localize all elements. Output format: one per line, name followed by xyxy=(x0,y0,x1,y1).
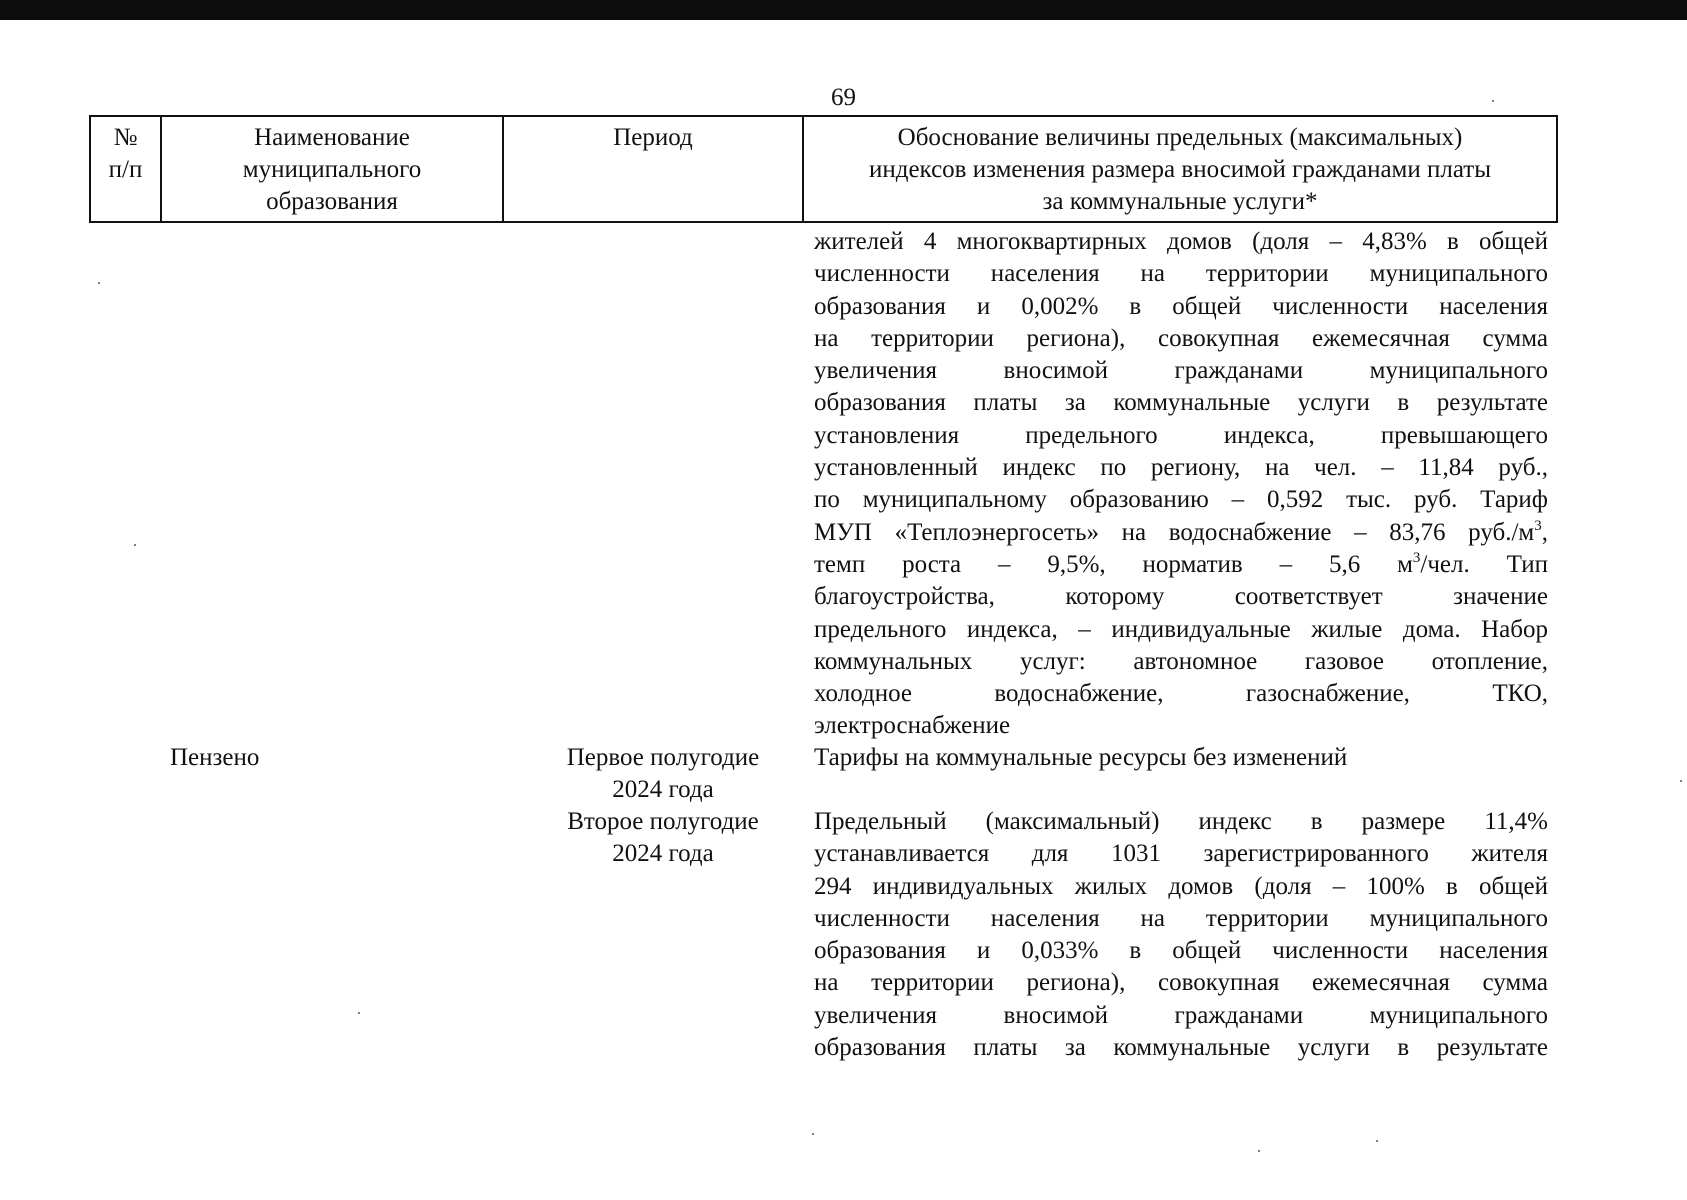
header-period-column xyxy=(504,117,804,221)
scan-speck xyxy=(98,282,100,284)
text-segment: , xyxy=(1541,518,1548,546)
table-header xyxy=(89,115,1558,223)
text-segment: МУП «Теплоэнергосеть» на водоснабжение – 83,76 руб./м xyxy=(814,518,1535,546)
header-justification-column xyxy=(804,117,1556,221)
header-line: образования xyxy=(266,188,398,215)
text-line: на территории региона), совокупная ежемесячная сумма xyxy=(814,324,1548,352)
text-line: образования платы за коммунальные услуги в результате xyxy=(814,1034,1548,1062)
header-line: Обоснование величины предельных (максимальных) xyxy=(897,124,1463,151)
header-municipality-column xyxy=(162,117,504,221)
scan-top-border xyxy=(0,0,1687,20)
header-number-column xyxy=(91,117,162,221)
page-number: 69 xyxy=(831,84,856,111)
scan-speck xyxy=(1258,1150,1260,1152)
period-line: Первое полугодие xyxy=(566,744,760,771)
period-second-half xyxy=(513,806,813,870)
text-segment: /чел. Тип xyxy=(1420,550,1548,578)
text-line: коммунальных услуг: автономное газовое отопление, xyxy=(814,647,1548,675)
text-line: на территории региона), совокупная ежемесячная сумма xyxy=(814,969,1548,997)
scan-speck xyxy=(1680,780,1682,782)
superscript: 3 xyxy=(1412,549,1421,566)
header-line: за коммунальные услуги* xyxy=(1042,188,1318,215)
municipality-name: Пензено xyxy=(170,744,260,771)
period-line: 2024 года xyxy=(612,776,714,803)
header-line: индексов изменения размера вносимой гражданами платы xyxy=(868,156,1492,183)
text-line: благоустройства, которому соответствует значение xyxy=(814,583,1548,611)
text-line: 294 индивидуальных жилых домов (доля – 100% в общей xyxy=(814,872,1548,900)
text-line: увеличения вносимой гражданами муниципального xyxy=(814,1001,1548,1029)
text-line: устанавливается для 1031 зарегистрированного жителя xyxy=(814,840,1548,868)
text-line: образования и 0,002% в общей численности населения xyxy=(814,292,1548,320)
text-line: численности населения на территории муниципального xyxy=(814,904,1548,932)
text-segment: темп роста – 9,5%, норматив – 5,6 м xyxy=(814,550,1413,578)
justification-continuation xyxy=(814,226,1548,743)
justification-first-half xyxy=(814,742,1548,774)
header-line: муниципального xyxy=(242,156,422,183)
text-line xyxy=(814,549,1548,581)
scan-speck xyxy=(1376,1140,1378,1142)
period-first-half xyxy=(513,742,813,806)
text-line xyxy=(814,517,1548,549)
text-line: электроснабжение xyxy=(814,712,1011,740)
period-line: 2024 года xyxy=(612,840,714,867)
scan-speck xyxy=(358,1012,360,1014)
text-line: образования и 0,033% в общей численности населения xyxy=(814,937,1548,965)
text-line: Тарифы на коммунальные ресурсы без изменений xyxy=(814,744,1348,771)
text-line: установленный индекс по региону, на чел. – 11,84 руб., xyxy=(814,454,1548,482)
text-line: жителей 4 многоквартирных домов (доля – 4,83% в общей xyxy=(814,228,1548,255)
text-line: установления предельного индекса, превышающего xyxy=(814,421,1548,449)
scan-speck xyxy=(812,1133,814,1135)
scan-speck xyxy=(134,544,136,546)
text-line: численности населения на территории муниципального xyxy=(814,260,1548,288)
header-line: Период xyxy=(613,124,693,151)
text-line: по муниципальному образованию – 0,592 тыс. руб. Тариф xyxy=(814,486,1548,514)
justification-second-half xyxy=(814,806,1548,1064)
header-line: п/п xyxy=(108,156,143,183)
superscript: 3 xyxy=(1534,517,1542,534)
text-line: образования платы за коммунальные услуги в результате xyxy=(814,389,1548,417)
text-line: увеличения вносимой гражданами муниципального xyxy=(814,357,1548,385)
header-line: Наименование xyxy=(254,124,410,151)
header-line: № xyxy=(113,124,138,151)
scan-speck xyxy=(1492,100,1494,102)
text-line: предельного индекса, – индивидуальные жилые дома. Набор xyxy=(814,615,1548,643)
text-line: холодное водоснабжение, газоснабжение, ТКО, xyxy=(814,680,1548,708)
period-line: Второе полугодие xyxy=(567,808,759,835)
text-line: Предельный (максимальный) индекс в размере 11,4% xyxy=(814,808,1548,835)
